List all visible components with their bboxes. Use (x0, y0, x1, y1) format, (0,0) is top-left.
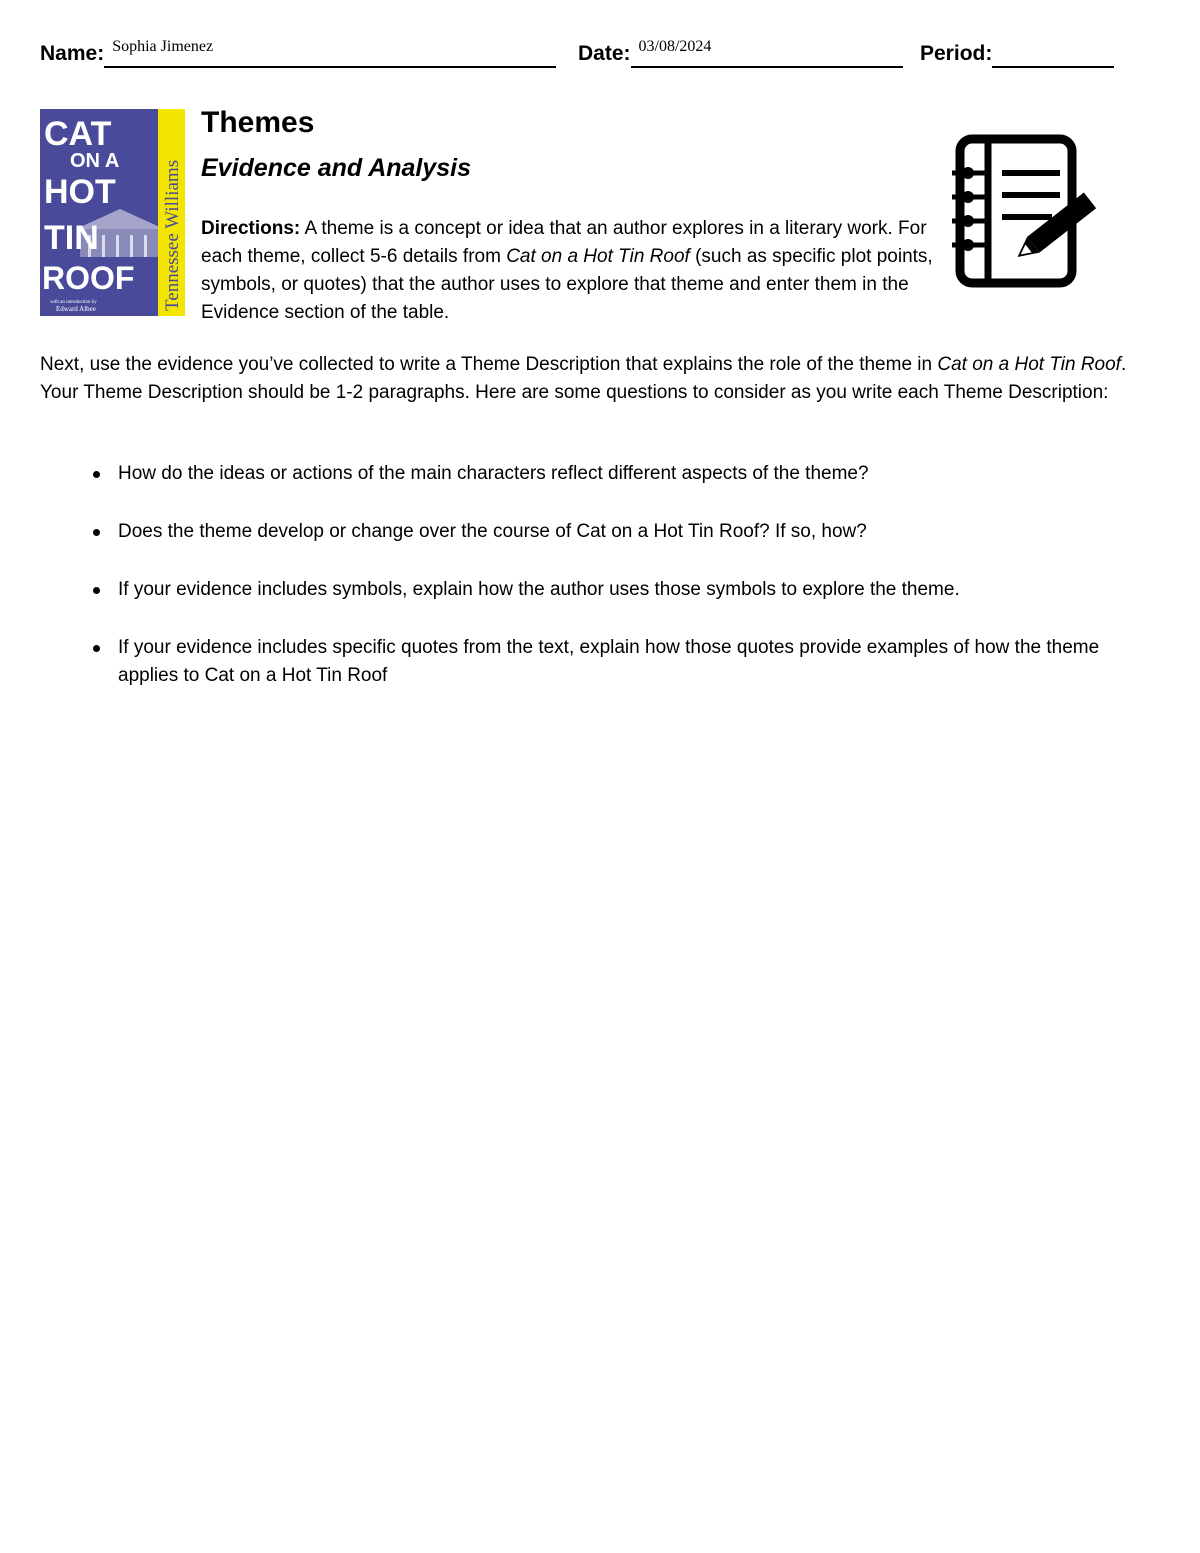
instructions-paragraph (40, 351, 1152, 407)
cover-intro-line: with an introduction by (50, 300, 97, 305)
name-value: Sophia Jimenez (112, 38, 214, 55)
directions-label: Directions: (201, 218, 301, 239)
question-text: How do the ideas or actions of the main characters reflect different aspects of the theme? (118, 463, 869, 484)
notebook-pencil-icon (948, 133, 1100, 289)
question-text: If your evidence includes symbols, explain how the author uses those symbols to explore the theme. (118, 579, 960, 600)
date-label: Date: (578, 42, 631, 65)
period-label: Period: (920, 42, 993, 65)
bullet-icon (93, 529, 100, 536)
name-label: Name: (40, 42, 105, 65)
name-input[interactable] (104, 36, 556, 68)
cover-title-line-1: CAT (44, 115, 112, 153)
question-list (40, 460, 1152, 720)
question-text: Does the theme develop or change over the course of Cat on a Hot Tin Roof? If so, how? (118, 521, 867, 542)
cover-title-line-2: ON A (70, 150, 120, 172)
page-subtitle: Evidence and Analysis (201, 154, 472, 182)
cover-title-line-4: TIN (44, 219, 99, 257)
bullet-icon (93, 471, 100, 478)
list-item (40, 634, 1152, 690)
bullet-icon (93, 587, 100, 594)
cover-author: Tennessee Williams (162, 159, 183, 311)
list-item (40, 576, 1152, 604)
directions-book-title: Cat on a Hot Tin Roof (506, 246, 690, 267)
cover-title-line-3: HOT (44, 173, 116, 211)
directions-paragraph (201, 215, 936, 327)
page-title: Themes (201, 106, 315, 139)
date-value: 03/08/2024 (638, 38, 712, 55)
cover-title-line-5: ROOF (42, 260, 135, 296)
name-field (40, 34, 556, 68)
list-item (40, 518, 1152, 546)
question-text: If your evidence includes specific quotes from the text, explain how those quotes provide examples of how the theme applies to Cat on a Hot Tin Roof (118, 637, 1100, 686)
date-field (578, 34, 903, 68)
date-input[interactable] (631, 36, 903, 68)
book-cover-image (40, 109, 185, 316)
bullet-icon (93, 645, 100, 652)
next-book-title: Cat on a Hot Tin Roof (937, 354, 1121, 375)
directions-text-2: (such as specific plot points, symbols, or quotes) that the author uses to explore that theme and enter them in the Evidence section of the table. (201, 246, 933, 323)
period-field (920, 34, 1114, 68)
next-text-2: . Your Theme Description should be 1-2 paragraphs. Here are some questions to consider as you write each Theme Description: (40, 354, 1127, 403)
cover-intro-author: Edward Albee (56, 305, 96, 313)
list-item (40, 460, 1152, 488)
directions-text-1: A theme is a concept or idea that an author explores in a literary work. For each theme, collect 5-6 details from (201, 218, 927, 267)
next-text-1: Next, use the evidence you’ve collected to write a Theme Description that explains the role of the theme in (40, 354, 938, 375)
period-input[interactable] (992, 36, 1114, 68)
